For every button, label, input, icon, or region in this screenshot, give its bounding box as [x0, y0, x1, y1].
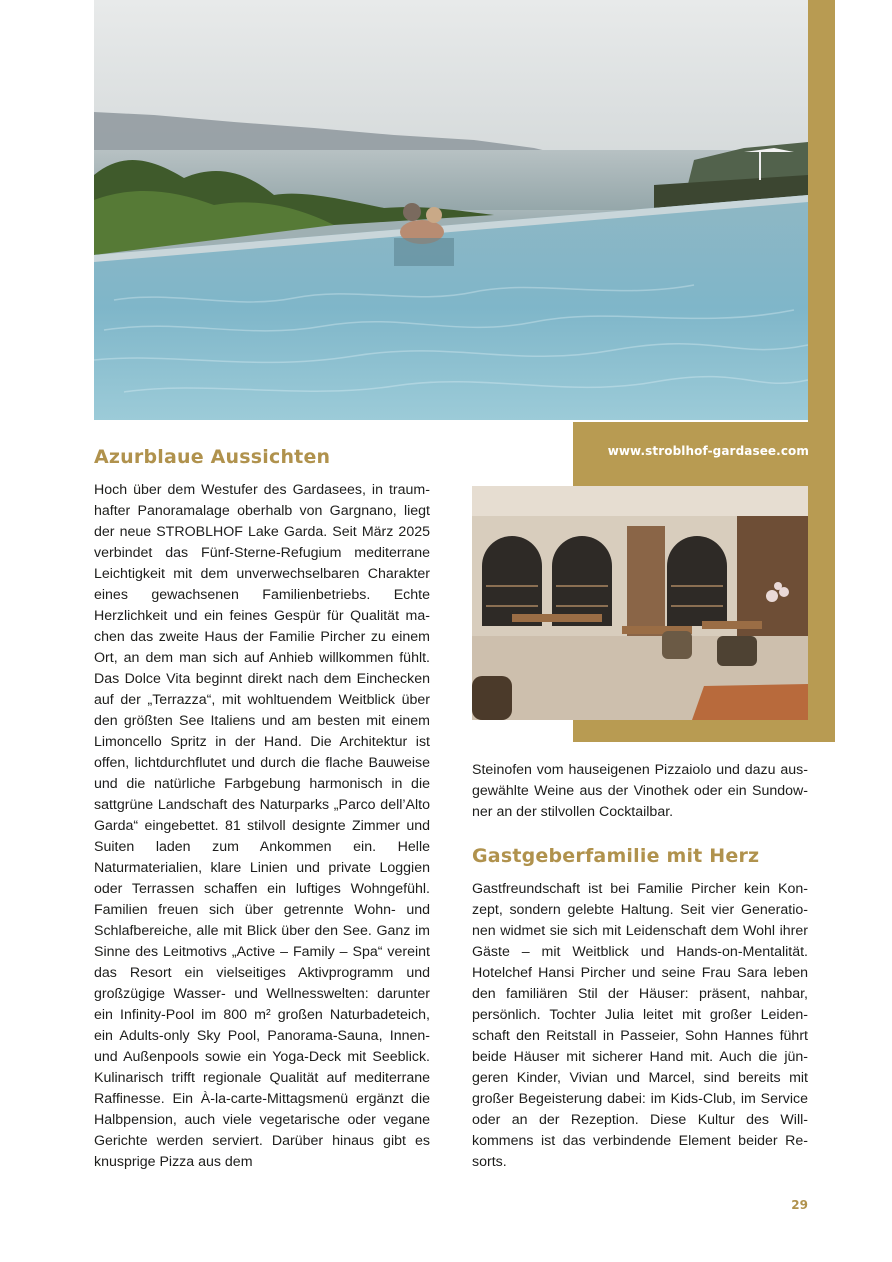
interior-photo-restaurant [472, 486, 808, 720]
article-body-section-1-continuation: Steinofen vom hauseigenen Pizzaiolo und dazu ausgewählte Weine aus der Vinothek oder ein Sundowner an der stilvollen Cocktailbar. [472, 762, 808, 820]
gold-accent-bar [808, 0, 835, 422]
section-heading-azurblaue-aussichten: Azurblaue Aussichten [94, 446, 331, 468]
photo-icon [94, 0, 808, 420]
article-body-section-1: Hoch über dem Westufer des Gardasees, in traumhafter Panoramalage oberhalb von Gargnano, liegt der neue STROBLHOF Lake Garda. Seit März 2025 verbindet das Fünf-Sterne-Refugium mediterrane Leichtigkeit mit dem unverwechselbaren Charakter eines gewachsenen Familienbetriebs. Echte Herzlichkeit und ein feines Gespür für Qualität machen das zweite Haus der Familie Pircher zu einem Ort, an dem man sich auf Anhieb willkommen fühlt. Das Dolce Vita beginnt direkt nach dem Einchecken auf der „Terrazza“, mit wohltuendem Weitblick über den größten See Italiens und am besten mit einem Limoncello Spritz in der Hand. Die Architektur ist offen, lichtdurchflutet und durch die flache Bauweise und die natürliche Farbgebung harmonisch in die sattgrüne Landschaft des Naturparks „Parco dell’Alto Garda“ eingebettet. 81 stilvoll designte Zimmer und Suiten laden zum Ankommen ein. Helle Naturmaterialien, klare Linien und private Loggien oder Terrassen schaffen ein luftiges Wohngefühl. Familien freuen sich über getrennte Wohn- und Schlafbereiche, alle mit Blick über den See. Ganz im Sinne des Leitmotivs „Active – Family – Spa“ vereint das Resort ein vielseitiges Aktivprogramm und großzügige Wasser- und Wellnesswelten: darunter ein Infinity-Pool im 800 m² großen Naturbadeteich, ein Adults-only Sky Pool, Panorama-Sauna, Innen- und Außenpools sowie ein Yoga-Deck mit Seeblick. Kulinarisch trifft regionale Qualität auf mediterrane Raffinesse. Ein À-la-carte-Mittagsmenü ergänzt die Halbpension, auch viele vegetarische oder vegane Gerichte werden serviert. Darüber hinaus gibt es knusprige Pizza aus dem [94, 482, 430, 1170]
page-number: 29 [791, 1198, 808, 1212]
photo-icon [472, 486, 808, 720]
article-body-section-2: Gastfreundschaft ist bei Familie Pircher kein Konzept, sondern gelebte Haltung. Seit vier Generationen widmet sie sich mit Leidenschaft dem Wohl ihrer Gäste – mit Weitblick und Hands-on-Mentalität. Hotelchef Hansi Pircher und seine Frau Sara leben den familiären Stil der Häuser: präsent, nahbar, persönlich. Tochter Julia leitet mit großer Leidenschaft den Reitstall in Passeier, Sohn Hannes führt beide Häuser mit sicherer Hand mit. Auch die jüngeren Kinder, Vivian und Marcel, sind bereits mit großer Begeisterung dabei: im Kids-Club, im Service oder an der Rezeption. Diese Kultur des Willkommens ist das verbindende Element beider Resorts. [472, 881, 808, 1170]
hero-photo-pool [94, 0, 808, 420]
website-url[interactable]: www.stroblhof-gardasee.com [607, 444, 809, 458]
section-heading-gastgeberfamilie: Gastgeberfamilie mit Herz [472, 845, 760, 867]
